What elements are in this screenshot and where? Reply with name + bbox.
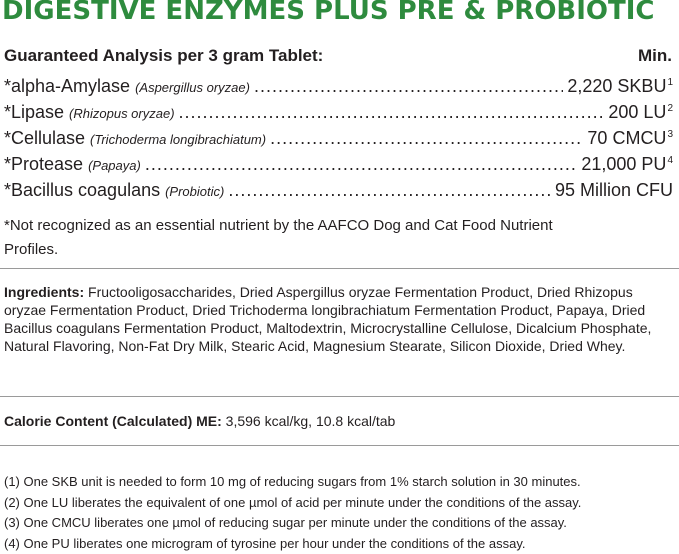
nutrient-value: 200 $LU^2$ [608, 102, 673, 123]
divider [0, 396, 679, 397]
nutrient-value: 21,000 $PU^4$ [581, 154, 673, 175]
divider [0, 445, 679, 446]
nutrient-value: 95 Million CFU [555, 180, 673, 201]
ingredients-label: Ingredients: [4, 284, 84, 300]
analysis-rows [4, 76, 673, 206]
calorie-content [4, 413, 395, 429]
nutrient-source: (Papaya) [88, 158, 141, 173]
divider [0, 268, 679, 269]
guaranteed-analysis-header [4, 46, 676, 66]
product-title: DIGESTIVE ENZYMES PLUS PRE & PROBIOTIC [2, 0, 655, 26]
footnote-1: (1) One SKB unit is needed to form 10 mg of reducing sugars from 1% starch solution in 30 minutes. [4, 472, 679, 493]
footnote-2: (2) One LU liberates the equivalent of one µmol of acid per minute under the conditions of the assay. [4, 493, 679, 514]
calorie-label: Calorie Content (Calculated) ME: [4, 413, 222, 429]
footnote-ref: 3 [667, 129, 673, 140]
min-label: Min. [638, 46, 672, 66]
nutrient-name: *Cellulase [4, 128, 85, 149]
analysis-row [4, 76, 673, 102]
footnote-ref: 2 [667, 103, 673, 114]
nutrient-name: *Lipase [4, 102, 64, 123]
nutrient-source: (Rhizopus oryzae) [69, 106, 175, 121]
leader-dots [228, 180, 551, 201]
nutrient-name: *Bacillus coagulans [4, 180, 160, 201]
aafco-note: *Not recognized as an essential nutrient by the AAFCO Dog and Cat Food Nutrient Profiles. [4, 214, 604, 262]
guaranteed-analysis-label: Guaranteed Analysis per 3 gram Tablet: [4, 46, 323, 65]
ingredients-text: Fructooligosaccharides, Dried Aspergillus oryzae Fermentation Product, Dried Rhizopus oryzae Fermentation Product, Dried Trichoderma longibrachiatum Fermentation Product, Papaya, Dried Bacillus coagulans Fermentation Product, Maltodextrin, Microcrystalline Cellulose, Dicalcium Phosphate, Natural Flavoring, Non-Fat Dry Milk, Stearic Acid, Magnesium Stearate, Silicon Dioxide, Dried Whey. [4, 284, 651, 354]
analysis-row [4, 102, 673, 128]
footnote-3: (3) One CMCU liberates one µmol of reducing sugar per minute under the conditions of the assay. [4, 513, 679, 534]
nutrient-value: 2,220 SKBU$^1$ [567, 76, 673, 97]
leader-dots [145, 154, 578, 175]
footnote-ref: 4 [667, 155, 673, 166]
nutrient-source: (Aspergillus oryzae) [135, 80, 250, 95]
nutrient-source: (Probiotic) [165, 184, 224, 199]
analysis-row [4, 128, 673, 154]
ingredients-block [4, 283, 674, 355]
analysis-row [4, 154, 673, 180]
footnote-4: (4) One PU liberates one microgram of tyrosine per hour under the conditions of the assay. [4, 534, 679, 554]
footnotes [4, 472, 679, 554]
nutrient-value: 70 CMCU$^3$ [587, 128, 673, 149]
calorie-value: 3,596 kcal/kg, 10.8 kcal/tab [222, 413, 396, 429]
analysis-row [4, 180, 673, 206]
nutrient-source: (Trichoderma longibrachiatum) [90, 132, 266, 147]
leader-dots [270, 128, 583, 149]
nutrient-name: *alpha-Amylase [4, 76, 130, 97]
leader-dots [179, 102, 605, 123]
nutrient-name: *Protease [4, 154, 83, 175]
leader-dots [254, 76, 563, 97]
footnote-ref: 1 [667, 77, 673, 88]
